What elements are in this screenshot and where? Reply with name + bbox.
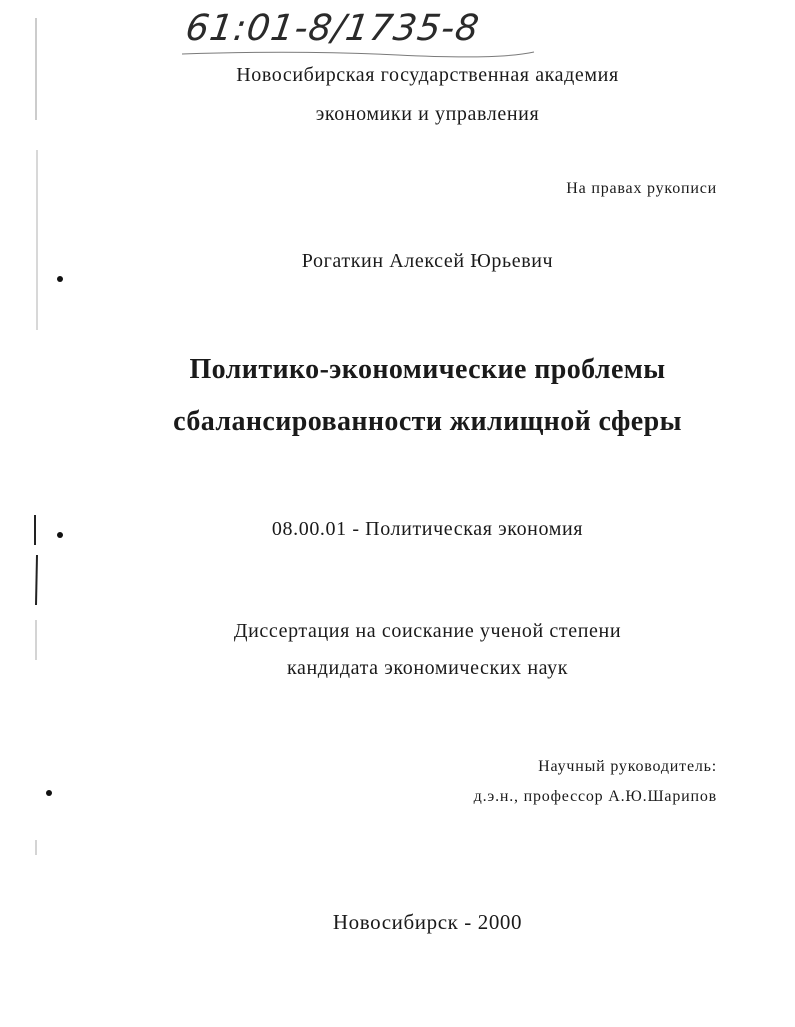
thesis-title-line1: Политико-экономические проблемы xyxy=(189,354,666,385)
degree-line1: Диссертация на соискание ученой степени xyxy=(233,620,622,642)
handwriting-strokes xyxy=(178,46,538,60)
institution-name-line1: Новосибирская государственная академия xyxy=(236,64,619,86)
scan-edge-marks xyxy=(0,0,80,1027)
supervisor-name: д.э.н., профессор А.Ю.Шарипов xyxy=(473,788,717,805)
institution-name-line2: экономики и управления xyxy=(315,103,540,125)
supervisor-label: Научный руководитель: xyxy=(538,758,717,775)
manuscript-rights-note: На правах рукописи xyxy=(566,180,717,197)
specialty-code: 08.00.01 - Политическая экономия xyxy=(271,518,584,540)
thesis-title-line2: сбалансированности жилищной сферы xyxy=(173,406,682,437)
author-name: Рогаткин Алексей Юрьевич xyxy=(301,250,554,272)
degree-line2: кандидата экономических наук xyxy=(286,657,569,679)
handwritten-archive-number: 61:01-8/1735-8 xyxy=(183,8,483,49)
city-and-year: Новосибирск - 2000 xyxy=(332,910,523,934)
